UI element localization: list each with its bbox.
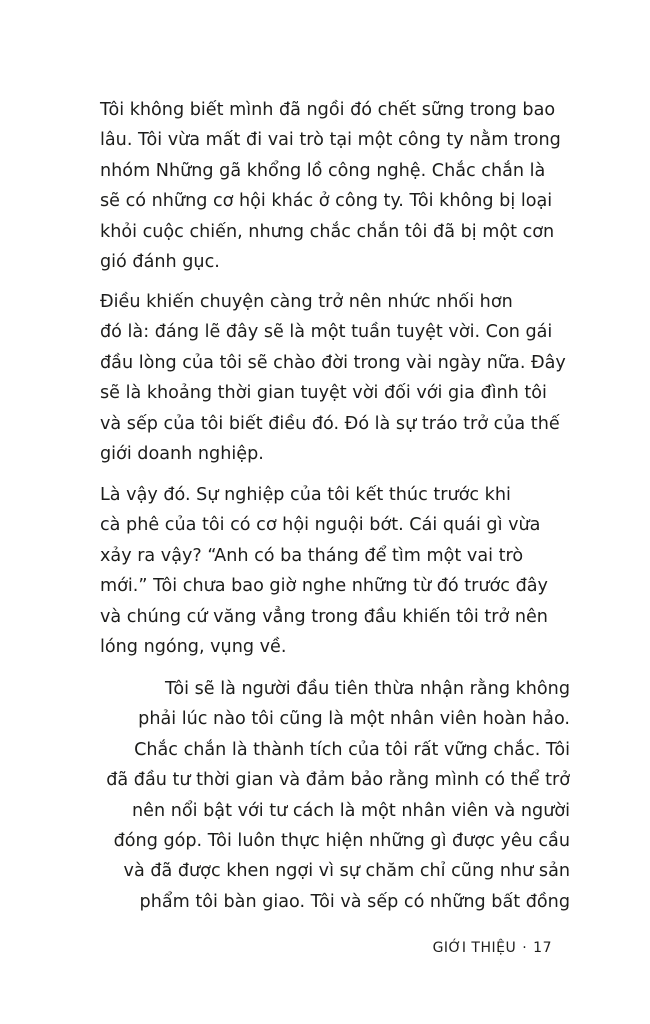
paragraph-line: và chúng cứ văng vẳng trong đầu khiến tôi trở nên — [100, 606, 548, 627]
footer-separator: · — [522, 940, 528, 956]
paragraph-line: xảy ra vậy? “Anh có ba tháng để tìm một vai trò — [100, 545, 524, 566]
paragraph-line: giới doanh nghiệp. — [100, 444, 264, 465]
paragraph-line: Là vậy đó. Sự nghiệp của tôi kết thúc trước khi — [100, 485, 511, 505]
paragraph-line: khỏi cuộc chiến, nhưng chắc chắn tôi đã bị một cơn — [100, 221, 555, 242]
page-number: 17 — [533, 940, 552, 956]
paragraph-1 — [100, 95, 570, 277]
paragraph-line: Tôi sẽ là người đầu tiên thừa nhận rằng không — [164, 679, 570, 699]
paragraph-line: sẽ là khoảng thời gian tuyệt vời đối với gia đình tôi — [100, 383, 547, 404]
paragraph-line: lóng ngóng, vụng về. — [100, 637, 287, 658]
paragraph-line: và đã được khen ngợi vì sự chăm chỉ cũng như sản — [123, 861, 570, 882]
paragraph-line: đó là: đáng lẽ đây sẽ là một tuần tuyệt vời. Con gái — [100, 322, 553, 343]
running-section-title: GIỚI THIỆU — [432, 940, 517, 956]
paragraph-line: nên nổi bật với tư cách là một nhân viên và người — [132, 800, 570, 821]
paragraph-line: gió đánh gục. — [100, 252, 220, 273]
paragraph-4 — [100, 674, 570, 917]
paragraph-3 — [100, 480, 570, 662]
paragraph-line: Chắc chắn là thành tích của tôi rất vững chắc. Tôi — [134, 739, 570, 760]
paragraph-line: nhóm Những gã khổng lồ công nghệ. Chắc chắn là — [100, 160, 546, 181]
paragraph-line: phải lúc nào tôi cũng là một nhân viên hoàn hảo. — [138, 709, 570, 730]
paragraph-line: và sếp của tôi biết điều đó. Đó là sự tráo trở của thế — [100, 413, 560, 434]
paragraph-line: đóng góp. Tôi luôn thực hiện những gì được yêu cầu — [113, 831, 570, 852]
paragraph-line: Điều khiến chuyện càng trở nên nhức nhối hơn — [100, 292, 513, 312]
paragraph-line: lâu. Tôi vừa mất đi vai trò tại một công ty nằm trong — [100, 130, 561, 151]
paragraph-line: đầu lòng của tôi sẽ chào đời trong vài ngày nữa. Đây — [100, 352, 566, 373]
page-footer — [433, 940, 552, 956]
paragraph-line: đã đầu tư thời gian và đảm bảo rằng mình có thể trở — [106, 770, 570, 791]
paragraph-line: sẽ có những cơ hội khác ở công ty. Tôi không bị loại — [100, 191, 553, 212]
paragraph-2 — [100, 287, 570, 469]
paragraph-line: Tôi không biết mình đã ngồi đó chết sững trong bao — [100, 100, 556, 120]
paragraph-line: cà phê của tôi có cơ hội nguội bớt. Cái quái gì vừa — [100, 515, 541, 536]
paragraph-line: mới.” Tôi chưa bao giờ nghe những từ đó trước đây — [100, 576, 548, 597]
paragraph-line: phẩm tôi bàn giao. Tôi và sếp có những bất đồng — [139, 891, 570, 912]
